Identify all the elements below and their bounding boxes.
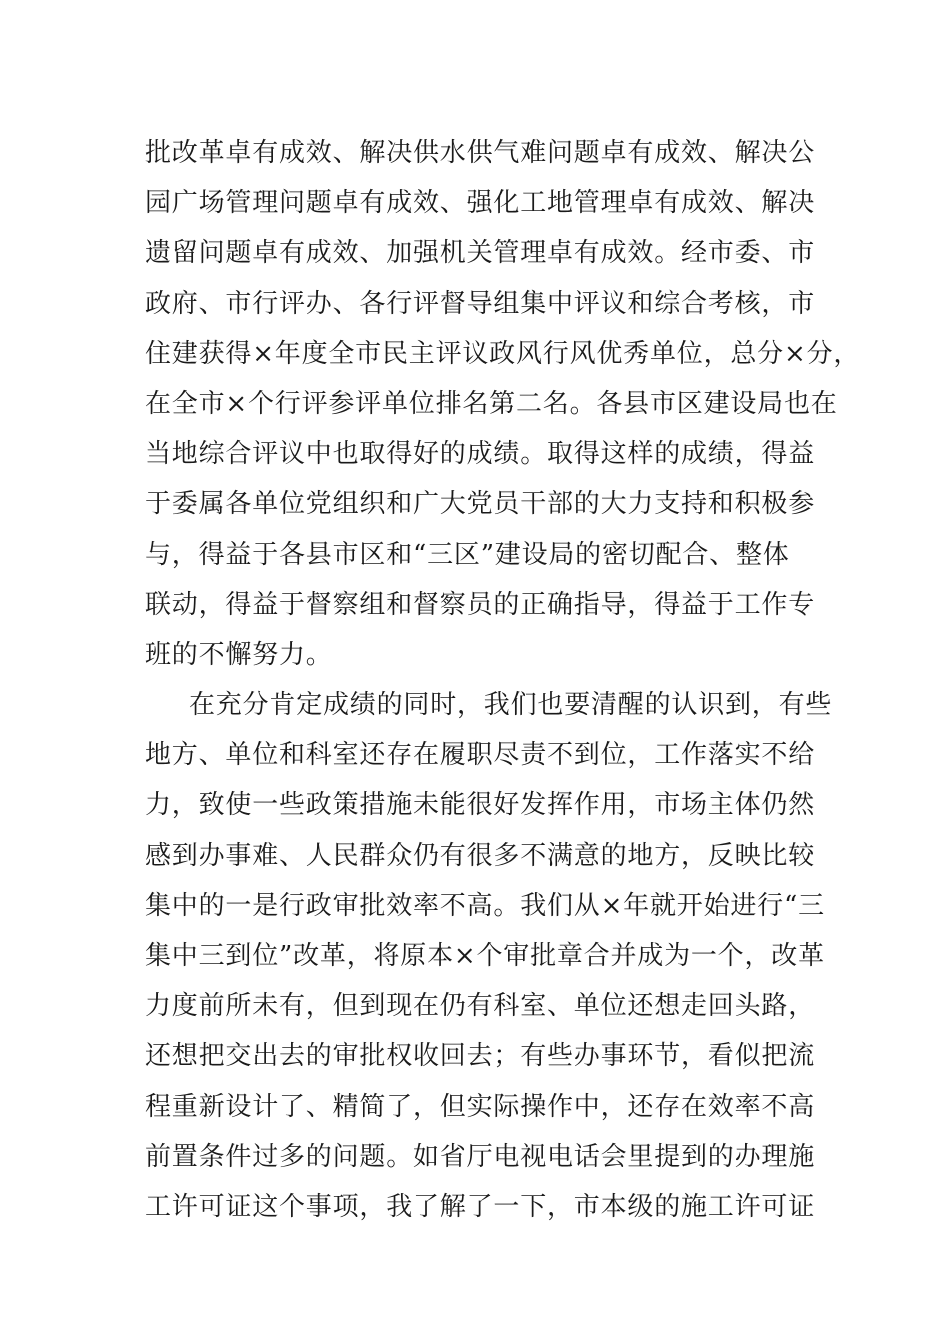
text-line: 当地综合评议中也取得好的成绩。取得这样的成绩，得益 (145, 439, 816, 470)
text-line: 遗留问题卓有成效、加强机关管理卓有成效。经市委、市 (145, 238, 816, 269)
body-text (145, 128, 861, 1232)
text-line: 班的不懈努力。 (145, 639, 333, 670)
text-line: 政府、市行评办、各行评督导组集中评议和综合考核，市 (145, 288, 816, 319)
text-line: 地方、单位和科室还存在履职尽责不到位，工作落实不给 (145, 740, 816, 771)
text-line: 集中的一是行政审批效率不高。我们从×年就开始进行“三 (145, 890, 825, 921)
text-line: 集中三到位”改革，将原本×个审批章合并成为一个，改革 (145, 941, 825, 971)
text-line: 在全市×个行评参评单位排名第二名。各县市区建设局也在 (145, 388, 838, 419)
text-line: 感到办事难、人民群众仍有很多不满意的地方，反映比较 (145, 840, 816, 871)
text-line: 联动，得益于督察组和督察员的正确指导，得益于工作专 (145, 589, 816, 620)
text-line: 住建获得×年度全市民主评议政风行风优秀单位，总分×分， (145, 338, 861, 369)
paragraph-1 (145, 128, 861, 680)
text-line: 园广场管理问题卓有成效、强化工地管理卓有成效、解决 (145, 188, 816, 219)
text-line: 工许可证这个事项，我了解了一下，市本级的施工许可证 (145, 1191, 816, 1222)
text-line: 于委属各单位党组织和广大党员干部的大力支持和积极参 (145, 489, 816, 520)
text-line: 力度前所未有，但到现在仍有科室、单位还想走回头路， (145, 991, 816, 1022)
paragraph-2 (145, 680, 833, 1232)
text-line: 批改革卓有成效、解决供水供气难问题卓有成效、解决公 (145, 138, 816, 168)
text-line-indented: 在充分肯定成绩的同时，我们也要清醒的认识到，有些 (189, 690, 833, 721)
text-line: 与，得益于各县市区和“三区”建设局的密切配合、整体 (145, 539, 790, 570)
text-line: 还想把交出去的审批权收回去；有些办事环节，看似把流 (145, 1041, 816, 1072)
text-line: 力，致使一些政策措施未能很好发挥作用，市场主体仍然 (145, 790, 816, 821)
text-line: 前置条件过多的问题。如省厅电视电话会里提到的办理施 (145, 1141, 816, 1172)
text-line: 程重新设计了、精简了，但实际操作中，还存在效率不高 (145, 1091, 816, 1122)
